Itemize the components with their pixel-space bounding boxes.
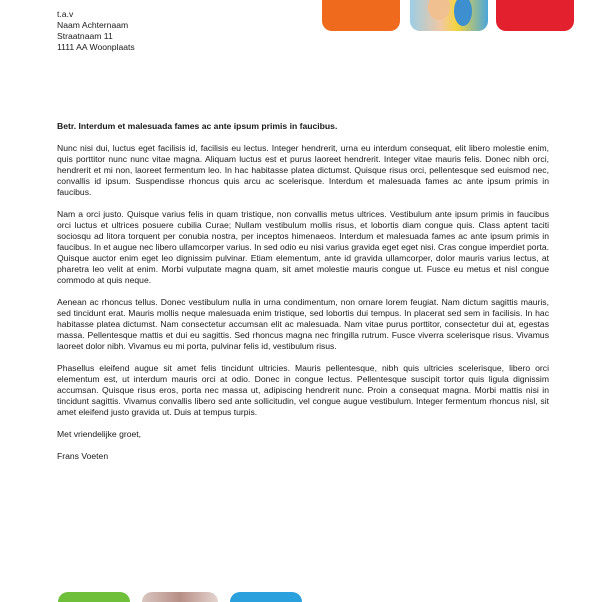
letter-paragraph: Aenean ac rhoncus tellus. Donec vestibulum nulla in urna condimentum, non ornare lorem feugiat. Nam dictum sagittis mauris, sed tincidunt erat. Mauris mollis neque malesuada enim tristique, sed lobortis dui tempus. In placerat sed sem in facilisis. In hac habitasse platea dictumst. Nam consectetur accumsan elit ac malesuada. Nam vitae purus porttitor, consectetur dui at, egestas massa. Pellentesque mattis et dui eu sagittis. Sed rhoncus magna nec fringilla rutrum. Fusce viverra scelerisque risus. Vivamus laoreet dolor nibh. Vivamus eu mi porta, pulvinar felis id, vestibulum risus.	[57, 297, 549, 351]
letter-subject: Betr. Interdum et malesuada fames ac ante ipsum primis in faucibus.	[57, 121, 338, 131]
red-header-tile	[496, 0, 574, 31]
footer-photo-tile	[142, 592, 218, 602]
header-photo-tile	[410, 0, 488, 31]
address-city-line: 1111 AA Woonplaats	[57, 42, 135, 52]
green-footer-tile	[58, 592, 130, 602]
letter-closing: Met vriendelijke groet,	[57, 429, 142, 439]
photo-figure	[428, 0, 450, 20]
address-name-line: Naam Achternaam	[57, 20, 129, 30]
letter-paragraph: Nunc nisi dui, luctus eget facilisis id, facilisis eu lectus. Integer hendrerit, urna eu interdum consequat, elit libero molestie enim, quis porttitor nunc nunc vitae magna. Aliquam luctus est et purus laoreet hendrerit. Integer vitae mauris felis. Donec nibh orci, hendrerit et mi non, laoreet fermentum leo. In hac habitasse platea dictumst. Quisque risus orci, pellentesque sed euismod nec, convallis id ipsum. Suspendisse rhoncus quis arcu ac scelerisque. Interdum et malesuada fames ac ante ipsum primis in faucibus.	[57, 143, 549, 197]
orange-header-tile	[322, 0, 400, 31]
blue-footer-tile	[230, 592, 302, 602]
letter-paragraph: Nam a orci justo. Quisque varius felis in quam tristique, non convallis metus ultrices. Vestibulum ante ipsum primis in faucibus orci luctus et ultrices posuere cubilia Curae; Nullam vestibulum mollis risus, et lobortis diam congue quis. Class aptent taciti sociosqu ad litora torquent per conubia nostra, per inceptos himenaeos. Interdum et malesuada fames ac ante ipsum primis in faucibus. In et augue nec libero ullamcorper varius. In sed odio eu nisi varius gravida eget eget nisi. Cras congue imperdiet porta. Quisque auctor enim eget leo dignissim pulvinar. Etiam elementum, ante id gravida ullamcorper, dolor mauris varius lectus, at pharetra leo velit at enim. Morbi vulputate magna quam, sit amet molestie mauris congue ut. Fusce eu metus et nisl congue commodo at quis neque.	[57, 209, 549, 285]
recipient-address	[57, 9, 135, 53]
address-attention-line: t.a.v	[57, 9, 74, 19]
address-street-line: Straatnaam 11	[57, 31, 113, 41]
photo-figure	[454, 0, 472, 26]
letter-signature: Frans Voeten	[57, 451, 109, 461]
letter-paragraph: Phasellus eleifend augue sit amet felis tincidunt ultricies. Mauris pellentesque, nibh quis ultricies scelerisque, libero orci elementum est, ut interdum mauris orci at odio. Donec in congue lectus. Pellentesque suscipit tortor quis ligula dignissim accumsan. Quisque risus eros, porta nec massa ut, adipiscing hendrerit nunc. Proin a consequat magna. Morbi mattis nisi in tincidunt sagittis. Vivamus convallis libero sed ante sollicitudin, vel congue augue vestibulum. Integer fermentum rhoncus nisl, sit amet eleifend justo gravida ut. Duis at tempus turpis.	[57, 363, 549, 417]
letter-body	[57, 121, 549, 462]
